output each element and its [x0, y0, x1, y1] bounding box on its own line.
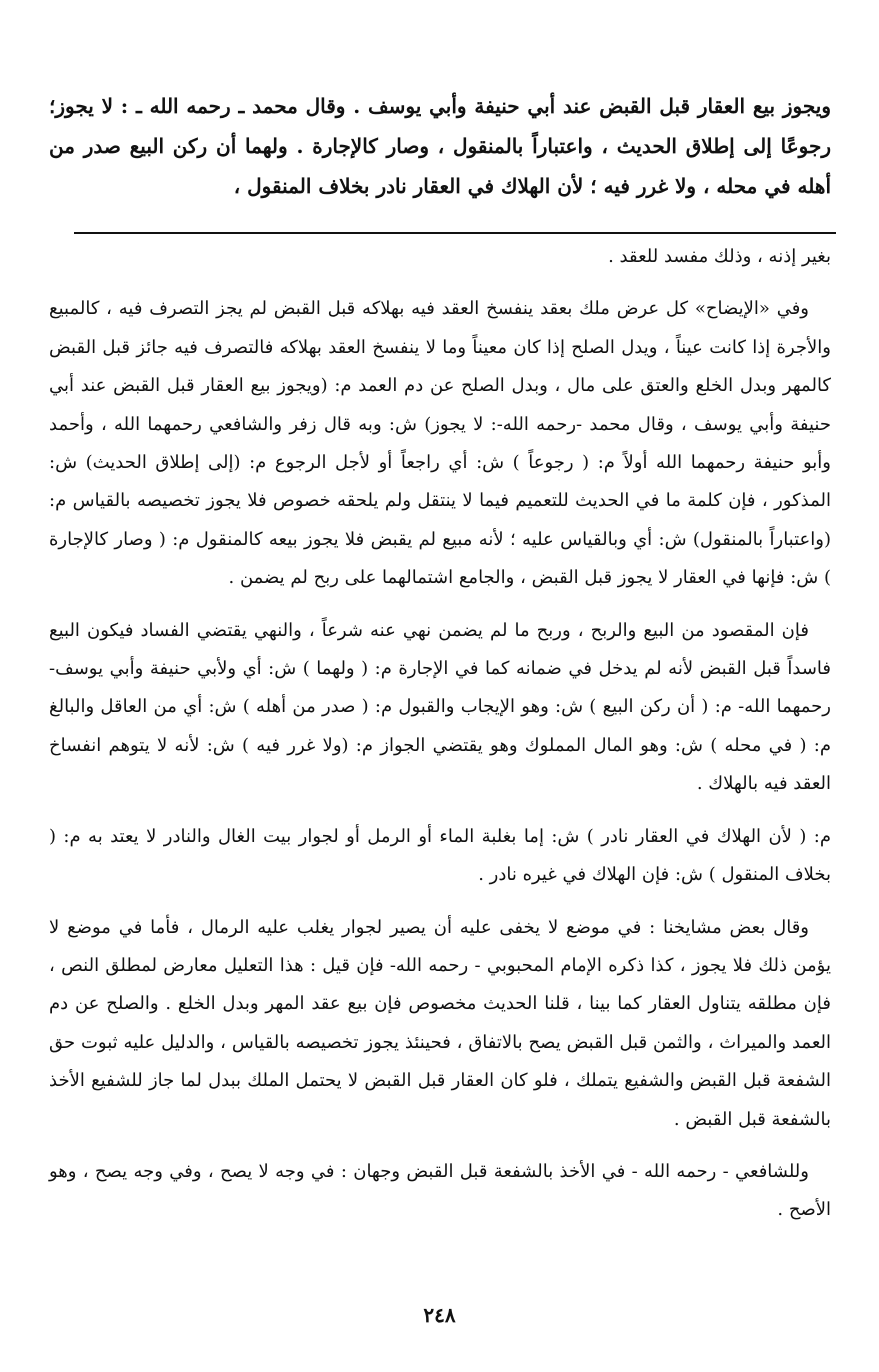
page-number: ٢٤٨ [423, 1303, 456, 1327]
commentary-paragraph: وقال بعض مشايخنا : في موضع لا يخفى عليه أن يصير لجوار يغلب عليه الرمال ، فأما في موضع لا يؤمن ذلك فلا يجوز ، كذا ذكره الإمام المحبوبي - رحمه الله- فإن قيل : هذا التعليل معارض لمطلق النص ، فإن مطلقه يتناول العقار كما بينا ، قلنا الحديث مخصوص فإن بيع عقد المهر وبدل الخلع . والصلح عن دم العمد والميراث ، والثمن قبل القبض يصح بالاتفاق ، فحينئذ يجوز تخصيصه بالقياس ، والدليل عليه ثبوت حق الشفعة قبل القبض والشفيع يتملك ، فلو كان العقار قبل القبض لا يحتمل الملك ببدل لما جاز للشفيع الأخذ بالشفعة قبل القبض . [49, 916, 832, 1130]
commentary-paragraph: وللشافعي - رحمه الله - في الأخذ بالشفعة قبل القبض وجهان : في وجه لا يصح ، وفي وجه يصح ، وهو الأصح . [49, 1160, 831, 1221]
commentary-paragraph: م: ( لأن الهلاك في العقار نادر ) ش: إما بغلبة الماء أو الرمل أو لجوار بيت الغال والنادر لا يعتد به م: ( بخلاف المنقول ) ش: فإن الهلاك في غيره نادر . [49, 825, 831, 886]
commentary-paragraph: بغير إذنه ، وذلك مفسد للعقد . [608, 246, 831, 267]
commentary-block [49, 238, 831, 1230]
main-text-block: ويجوز بيع العقار قبل القبض عند أبي حنيفة وأبي يوسف . وقال محمد ـ رحمه الله ـ : لا يجوز؛ رجوعًا إلى إطلاق الحديث ، واعتباراً بالمنقول ، وصار كالإجارة . ولهما أن ركن البيع صدر من أهله في محله ، ولا غرر فيه ؛ لأن الهلاك في العقار نادر بخلاف المنقول ، [49, 94, 831, 198]
commentary-paragraph: فإن المقصود من البيع والربح ، وربح ما لم يضمن نهي عنه شرعاً ، والنهي يقتضي الفساد فيكون البيع فاسداً قبل القبض لأنه لم يدخل في ضمانه كما في الإجارة م: ( ولهما ) ش: أي ولأبي حنيفة وأبي يوسف- رحمهما الله- م: ( أن ركن البيع ) ش: وهو الإيجاب والقبول م: ( صدر من أهله ) ش: أي من العاقل والبالغ م: ( في محله ) ش: وهو المال المملوك وهو يقتضي الجواز م: (ولا غرر فيه ) ش: لأنه لا يتوهم انفساخ العقد فيه بالهلاك . [49, 619, 831, 795]
commentary-paragraph: وفي «الإيضاح» كل عرض ملك بعقد ينفسخ العقد فيه بهلاكه قبل القبض لم يجز التصرف فيه ، كالمبيع والأجرة إذا كانت عيناً ، ويدل الصلح إذا كان معيناً وما لا ينفسخ العقد بهلاكه فالتصرف فيه جائز قبل القبض كالمهر وبدل الخلع والعتق على مال ، وبدل الصلح عن دم العمد م: (ويجوز بيع العقار قبل القبض عند أبي حنيفة وأبي يوسف ، وقال محمد -رحمه الله-: لا يجوز) ش: وبه قال زفر والشافعي رحمهما الله ، وأحمد وأبو حنيفة رحمهما الله أولاً م: ( رجوعاً ) ش: أي راجعاً أو لأجل الرجوع م: (إلى إطلاق الحديث) ش: المذكور ، فإن كلمة ما في الحديث للتعميم فيما لا ينتقل ولم يلحقه خصوص فلا يجوز تخصيصه بالقياس م: (واعتباراً بالمنقول) ش: أي وبالقياس عليه ؛ لأنه مبيع لم يقبض فلا يجوز بيعه كالمنقول م: ( وصار كالإجارة ) ش: فإنها في العقار لا يجوز قبل القبض ، والجامع اشتمالهما على ربح لم يضمن . [49, 298, 831, 589]
footnote-divider [74, 232, 836, 234]
